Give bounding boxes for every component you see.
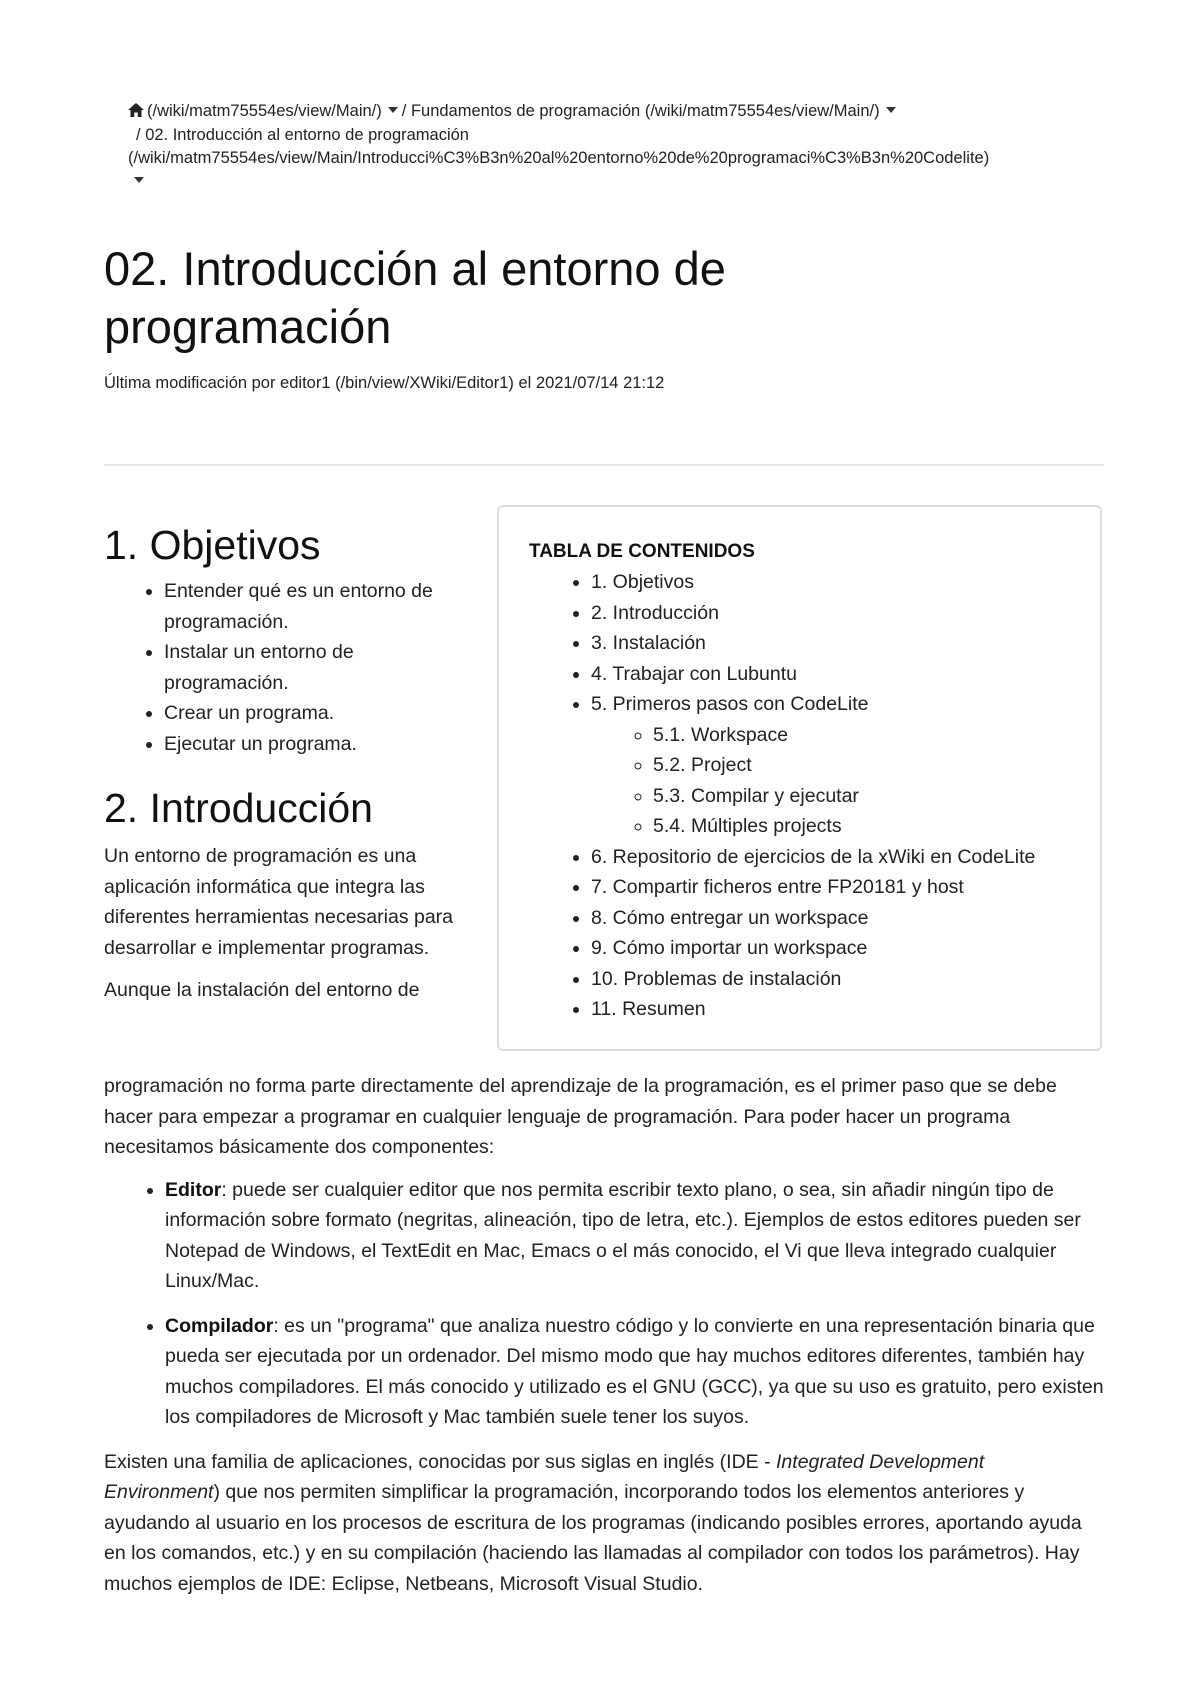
toc-item[interactable]: • 3. Instalación	[591, 628, 1070, 659]
toc-item[interactable]: • 4. Trabajar con Lubuntu	[591, 659, 1070, 690]
toc-subitem[interactable]: ◦ 5.1. Workspace	[653, 720, 1070, 751]
breadcrumb-item-current-link[interactable]: (/wiki/matm75554es/view/Main/Introducci%C3%B3n%20al%20entorno%20de%20programaci%C3%B3n%20Codelite)	[128, 149, 990, 167]
intro-paragraph: Un entorno de programación es una aplicación informática que integra las diferentes herramientas necesarias para desarrollar e implementar programas.	[104, 845, 454, 959]
toc-item[interactable]	[591, 689, 1070, 842]
objetivos-list	[104, 576, 474, 759]
compilador-description: : es un "programa" que analiza nuestro código y lo convierte en una representación binaria que pueda ser ejecutada por un ordenador. Del mismo modo que hay muchos editores diferentes, también hay muchos compiladores. El más conocido y utilizado es el GNU (GCC), ya que su uso es gratuito, pero existen los compiladores de Microsoft y Mac también suele tener los suyos.	[165, 1314, 1104, 1428]
toc-item[interactable]: • 2. Introducción	[591, 598, 1070, 629]
toc-subitem[interactable]: ◦ 5.4. Múltiples projects	[653, 811, 1070, 842]
term-editor: Editor	[165, 1178, 222, 1201]
body-content	[104, 1071, 1104, 1599]
home-icon[interactable]	[128, 101, 144, 124]
page-title: 02. Introducción al entorno de programación	[104, 242, 726, 353]
breadcrumb-item-fundamentos-link[interactable]: (/wiki/matm75554es/view/Main/)	[644, 102, 880, 120]
toc-item[interactable]: • 11. Resumen	[591, 994, 1070, 1025]
toc-item-label[interactable]: 5. Primeros pasos con CodeLite	[591, 693, 869, 715]
home-link[interactable]: (/wiki/matm75554es/view/Main/)	[147, 102, 382, 120]
list-item: • Ejecutar un programa.	[164, 729, 474, 760]
intro-paragraph-start: Aunque la instalación del entorno de	[104, 979, 420, 1001]
toc-item[interactable]: • 10. Problemas de instalación	[591, 964, 1070, 995]
toc-item[interactable]: • 6. Repositorio de ejercicios de la xWiki en CodeLite	[591, 842, 1070, 873]
table-of-contents	[497, 505, 1102, 1051]
breadcrumb-separator: /	[136, 126, 141, 144]
toc-sublist	[591, 720, 1070, 842]
toc-item[interactable]: • 9. Cómo importar un workspace	[591, 933, 1070, 964]
section-heading-introduccion: 2. Introducción	[104, 785, 373, 831]
chevron-down-icon[interactable]	[886, 107, 896, 113]
ide-text-end: ) que nos permiten simplificar la programación, incorporando todos los elementos anteriores y ayudando al usuario en los procesos de escritura de los programas (indicando posibles errores, aportando ayuda en los comandos, etc.) y en su compilación (haciendo las llamadas al compilador con todos los parámetros). Hay muchos ejemplos de IDE: Eclipse, Netbeans, Microsoft Visual Studio.	[104, 1481, 1082, 1595]
toc-list	[529, 567, 1070, 1025]
breadcrumb-item-fundamentos[interactable]: Fundamentos de programación	[410, 102, 641, 120]
ide-paragraph	[104, 1447, 1104, 1600]
toc-title: TABLA DE CONTENIDOS	[529, 541, 755, 562]
ide-text-start: Existen una familia de aplicaciones, conocidas por sus siglas en inglés (IDE -	[104, 1450, 777, 1473]
toc-item[interactable]: • 8. Cómo entregar un workspace	[591, 903, 1070, 934]
list-item: • Crear un programa.	[164, 698, 474, 729]
list-item: • Entender qué es un entorno de programación.	[164, 576, 474, 637]
section-heading-objetivos: 1. Objetivos	[104, 522, 321, 568]
list-item-compilador	[165, 1311, 1104, 1433]
chevron-down-icon[interactable]	[388, 107, 398, 113]
intro-paragraph-continued: programación no forma parte directamente del aprendizaje de la programación, es el primer paso que se debe hacer para empezar a programar en cualquier lenguaje de programación. Para poder hacer un programa necesitamos básicamente dos componentes:	[104, 1075, 1057, 1158]
left-column	[104, 520, 474, 1006]
divider	[104, 464, 1104, 466]
term-compilador: Compilador	[165, 1314, 274, 1337]
editor-description: : puede ser cualquier editor que nos permita escribir texto plano, o sea, sin añadir ningún tipo de información sobre formato (negritas, alineación, tipo de letra, etc.). Ejemplos de estos editores pueden ser Notepad de Windows, el TextEdit en Mac, Emacs o el más conocido, el Vi que lleva integrado cualquier Linux/Mac.	[165, 1178, 1081, 1292]
breadcrumb-item-current[interactable]: 02. Introducción al entorno de programación	[145, 126, 469, 144]
toc-item[interactable]: • 7. Compartir ficheros entre FP20181 y host	[591, 872, 1070, 903]
list-item: • Instalar un entorno de programación.	[164, 637, 474, 698]
ide-acronym-expansion: Integrated Development Environment	[104, 1450, 985, 1503]
toc-item[interactable]: • 1. Objetivos	[591, 567, 1070, 598]
toc-subitem[interactable]: ◦ 5.2. Project	[653, 750, 1070, 781]
components-list	[104, 1175, 1104, 1433]
breadcrumb	[128, 100, 1128, 193]
chevron-down-icon[interactable]	[134, 177, 144, 183]
breadcrumb-separator: /	[401, 102, 407, 120]
list-item-editor	[165, 1175, 1104, 1297]
toc-subitem[interactable]: ◦ 5.3. Compilar y ejecutar	[653, 781, 1070, 812]
page-meta: Última modificación por editor1 (/bin/view/XWiki/Editor1) el 2021/07/14 21:12	[104, 374, 665, 392]
